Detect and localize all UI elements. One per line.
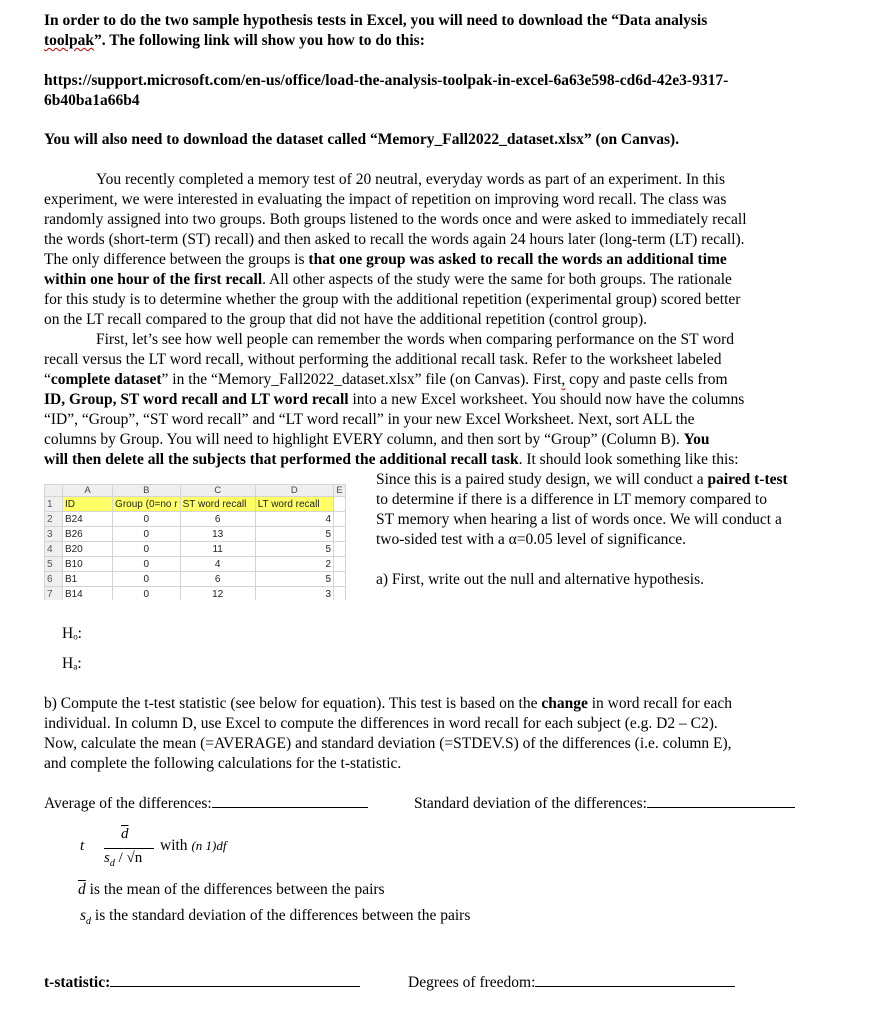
row-number[interactable]: 5 — [45, 557, 63, 572]
column-letter[interactable]: E — [334, 485, 346, 497]
bold-text: within one hour of the first recall — [44, 271, 263, 288]
sd-symbol: s — [80, 907, 87, 924]
sd-blank[interactable] — [647, 793, 795, 808]
text: . It should look something like this: — [518, 451, 739, 468]
text: is the mean of the differences between the pairs — [85, 881, 385, 898]
text: “ — [44, 371, 51, 388]
row-number[interactable]: 4 — [45, 542, 63, 557]
cell[interactable] — [334, 527, 346, 542]
text: , — [561, 371, 566, 388]
t-statistic-field — [44, 972, 360, 993]
formula-numerator: $\overline{d}$ — [121, 826, 129, 842]
intro-line-1: In order to do the two sample hypothesis tests in Excel, you will need to download the “Data analysis — [44, 12, 708, 29]
cell-group[interactable]: 0 — [113, 527, 181, 542]
text: is the standard deviation of the differences between the pairs — [91, 907, 471, 924]
para2-line — [44, 390, 744, 410]
excel-screenshot — [44, 484, 346, 600]
formula-t: t — [80, 838, 85, 854]
text: The only difference between the groups is — [44, 251, 309, 268]
para1-line: on the LT recall compared to the group that did not have the additional repetition (control group). — [44, 311, 648, 328]
cell[interactable] — [334, 542, 346, 557]
subscript: d — [86, 916, 92, 928]
average-label: Average of the differences: — [44, 795, 212, 812]
text: into a new Excel worksheet. You should now have the columns — [348, 391, 745, 408]
para2-line — [44, 450, 739, 470]
subscript: d — [109, 858, 115, 869]
para1-line — [44, 270, 732, 290]
select-all-corner[interactable] — [45, 485, 63, 497]
text: Since this is a paired study design, we will conduct a — [376, 471, 708, 488]
table-row — [45, 527, 346, 542]
column-letter-row — [45, 485, 346, 497]
header-cell[interactable]: ID — [62, 497, 112, 512]
text: s — [104, 850, 110, 866]
text: ” in the “Memory_Fall2022_dataset.xlsx” file (on Canvas). First — [161, 371, 562, 388]
cell-st[interactable]: 6 — [180, 512, 255, 527]
intro-line-2 — [44, 31, 425, 51]
cell-group[interactable]: 0 — [113, 572, 181, 587]
header-cell[interactable]: LT word recall — [255, 497, 333, 512]
row-number[interactable]: 6 — [45, 572, 63, 587]
header-row — [45, 497, 346, 512]
cell-group[interactable]: 0 — [113, 587, 181, 601]
degrees-of-freedom-expr: (n 1)df — [191, 838, 227, 853]
para2-line — [44, 430, 709, 450]
cell-lt[interactable]: 2 — [255, 557, 333, 572]
header-cell[interactable]: Group (0=no r — [113, 497, 181, 512]
cell-id[interactable]: B20 — [62, 542, 112, 557]
cell-group[interactable]: 0 — [113, 557, 181, 572]
formula-denominator — [104, 850, 142, 869]
bold-text: complete dataset — [50, 371, 162, 388]
cell[interactable] — [334, 557, 346, 572]
side-line: ST memory when hearing a list of words once. We will conduct a — [376, 511, 782, 528]
spreadsheet-table — [44, 484, 346, 600]
text: / √n — [114, 850, 143, 866]
column-letter[interactable]: C — [180, 485, 255, 497]
cell-id[interactable]: B24 — [62, 512, 112, 527]
cell-group[interactable]: 0 — [113, 512, 181, 527]
table-row — [45, 572, 346, 587]
cell-id[interactable]: B1 — [62, 572, 112, 587]
question-a: a) First, write out the null and alternative hypothesis. — [376, 571, 705, 588]
cell-st[interactable]: 11 — [180, 542, 255, 557]
cell-id[interactable]: B10 — [62, 557, 112, 572]
null-hypothesis-label: Hₒ: — [62, 625, 82, 642]
para1-line: randomly assigned into two groups. Both groups listened to the words once and were asked to immediately recall — [44, 211, 747, 228]
text: with — [160, 837, 192, 854]
para2-line: “ID”, “Group”, “ST word recall” and “LT word recall” in your new Excel Worksheet. Next, sort ALL the — [44, 411, 695, 428]
support-url-line-2[interactable]: 6b40ba1a66b4 — [44, 92, 140, 109]
dof-field — [408, 972, 735, 993]
sd-definition — [80, 906, 470, 932]
para1-line: experiment, we were interested in evaluating the impact of repetition on improving word recall. The class was — [44, 191, 727, 208]
bold-text: ID, Group, ST word recall and LT word recall — [44, 391, 349, 408]
text: in word recall for each — [587, 695, 733, 712]
intro-line-2-rest: ”. The following link will show you how to do this: — [93, 32, 425, 49]
average-blank[interactable] — [212, 793, 368, 808]
bold-text: paired t-test — [707, 471, 788, 488]
dof-blank[interactable] — [535, 972, 735, 987]
row-number[interactable]: 3 — [45, 527, 63, 542]
dof-label: Degrees of freedom: — [408, 974, 536, 991]
dbar-definition — [78, 880, 385, 900]
bold-text: You — [683, 431, 710, 448]
cell-st[interactable]: 12 — [180, 587, 255, 601]
cell-lt[interactable]: 5 — [255, 572, 333, 587]
dataset-note: You will also need to download the dataset called “Memory_Fall2022_dataset.xlsx” (on Canvas). — [44, 131, 680, 148]
text: . All other aspects of the study were the same for both groups. The rationale — [262, 271, 732, 288]
text: copy and paste cells from — [565, 371, 728, 388]
cell-lt[interactable]: 5 — [255, 542, 333, 557]
cell[interactable] — [334, 587, 346, 601]
average-diff-field — [44, 793, 368, 814]
side-line: to determine if there is a difference in LT memory compared to — [376, 491, 767, 508]
para2-line — [44, 370, 728, 390]
dbar-symbol: $\overline{d}$ — [78, 881, 86, 898]
cell-lt[interactable]: 5 — [255, 527, 333, 542]
row-number[interactable]: 7 — [45, 587, 63, 601]
para1-line: for this study is to determine whether the group with the additional repetition (experimental group) scored better — [44, 291, 741, 308]
table-row — [45, 587, 346, 601]
para1-line: the words (short-term (ST) recall) and then asked to recall the words again 24 hours later (long-term (LT) recall). — [44, 231, 745, 248]
partb-line: Now, calculate the mean (=AVERAGE) and standard deviation (=STDEV.S) of the differences (i.e. column E), — [44, 735, 732, 752]
header-cell[interactable]: ST word recall — [180, 497, 255, 512]
cell-st[interactable]: 4 — [180, 557, 255, 572]
cell-lt[interactable]: 4 — [255, 512, 333, 527]
cell-id[interactable]: B14 — [62, 587, 112, 601]
row-number[interactable]: 2 — [45, 512, 63, 527]
partb-line: and complete the following calculations for the t-statistic. — [44, 755, 402, 772]
alt-hypothesis-label: Hₐ: — [62, 655, 82, 672]
cell-lt[interactable]: 3 — [255, 587, 333, 601]
column-letter[interactable]: D — [255, 485, 333, 497]
cell-id[interactable]: B26 — [62, 527, 112, 542]
bold-text: that one group was asked to recall the words an additional time — [308, 251, 727, 268]
support-url-line-1[interactable]: https://support.microsoft.com/en-us/office/load-the-analysis-toolpak-in-excel-6a63e598-cd6d-42e3-9317- — [44, 72, 729, 89]
para2-line: recall versus the LT word recall, without performing the additional recall task. Refer to the worksheet labeled — [44, 351, 722, 368]
toolpak-word: toolpak — [44, 32, 94, 49]
row-number[interactable]: 1 — [45, 497, 63, 512]
para2-line: First, let’s see how well people can remember the words when comparing performance on the ST word — [96, 331, 735, 348]
cell[interactable] — [334, 512, 346, 527]
text: columns by Group. You will need to highlight EVERY column, and then sort by “Group” (Column B). — [44, 431, 684, 448]
para1-line — [44, 250, 727, 270]
cell[interactable] — [334, 497, 346, 512]
cell[interactable] — [334, 572, 346, 587]
cell-st[interactable]: 13 — [180, 527, 255, 542]
sd-diff-field — [414, 793, 795, 814]
cell-st[interactable]: 6 — [180, 572, 255, 587]
text: b) Compute the t-test statistic (see below for equation). This test is based on the — [44, 695, 542, 712]
partb-line: individual. In column D, use Excel to compute the differences in word recall for each subject (e.g. D2 – C2). — [44, 715, 718, 732]
t-statistic-blank[interactable] — [110, 972, 360, 987]
table-row — [45, 542, 346, 557]
sd-label: Standard deviation of the differences: — [414, 795, 647, 812]
cell-group[interactable]: 0 — [113, 542, 181, 557]
bold-text: will then delete all the subjects that performed the additional recall task — [44, 451, 519, 468]
side-line: two-sided test with a α=0.05 level of significance. — [376, 531, 686, 548]
side-line — [376, 470, 788, 490]
partb-line — [44, 694, 732, 714]
table-row — [45, 557, 346, 572]
column-letter[interactable]: B — [113, 485, 181, 497]
para1-line: You recently completed a memory test of 20 neutral, everyday words as part of an experiment. In this — [96, 171, 726, 188]
fraction-bar — [104, 848, 154, 849]
bold-text: change — [541, 695, 588, 712]
formula-with — [160, 836, 226, 856]
table-row — [45, 512, 346, 527]
column-letter[interactable]: A — [62, 485, 112, 497]
t-statistic-label: t-statistic: — [44, 974, 111, 991]
